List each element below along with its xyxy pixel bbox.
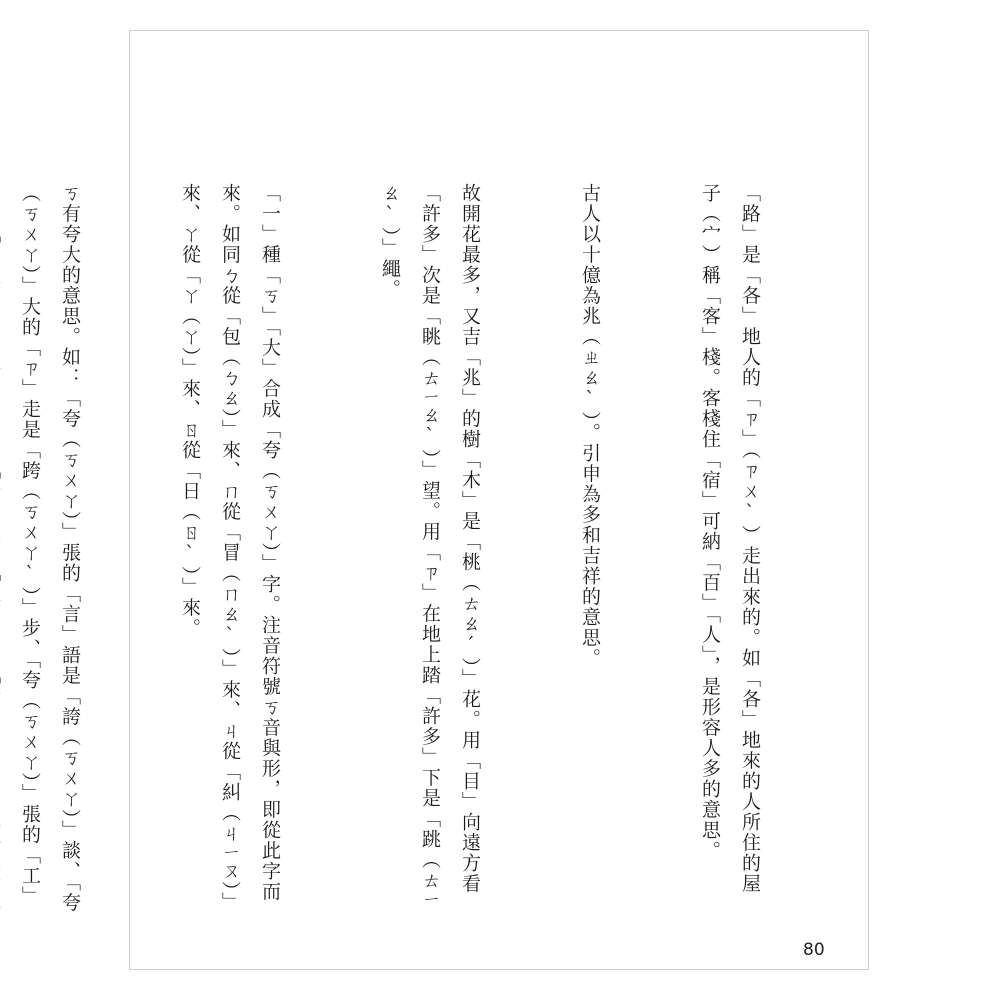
vertical-text-body: [0, 183, 850, 913]
paragraph: ㄎ有夸大的意思。如：「夸（ㄎㄨㄚ）」張的「言」語是「誇（ㄎㄨㄚ）」談、「夸（ㄎㄨㄚ）」大的「ㄗ」走是「跨（ㄎㄨㄚˋ）」步、「夸（ㄎㄨㄚ）」張的「工」: [19, 183, 81, 913]
paragraph: 故開花最多，又吉「兆」的樹「木」是「桃（ㄊㄠˊ）」花。用「目」向遠方看「許多」次是「眺（ㄊㄧㄠˋ）」望。用「ㄗ」在地上踏「許多」下是「跳（ㄊㄧㄠˋ）」繩。: [379, 183, 481, 907]
paragraph: 「一」種「ㄎ」「大」合成「夸（ㄎㄨㄚ）」字。注音符號ㄎ音與形，即從此字而來。如同ㄅ從「包（ㄅㄠ）」來、ㄇ從「冒（ㄇㄠˋ）」來、ㄐ從「糾（ㄐㄧㄡ）」來、ㄚ從「ㄚ（ㄚ）」來、ㄖ從「日（ㄖˋ）」來。: [179, 183, 281, 913]
page-number: 80: [803, 940, 825, 960]
paragraph: 「路」是「各」地人的「ㄗ」（ㄗㄨˋ）走出來的。如「各」地來的人所住的屋子（宀）稱「客」棧。客棧住「宿」可納「百」「人」，是形容人多的意思。: [699, 183, 761, 894]
paragraph: 古人以十億為兆（ㄓㄠˋ）。引申為多和吉祥的意思。: [579, 183, 601, 669]
